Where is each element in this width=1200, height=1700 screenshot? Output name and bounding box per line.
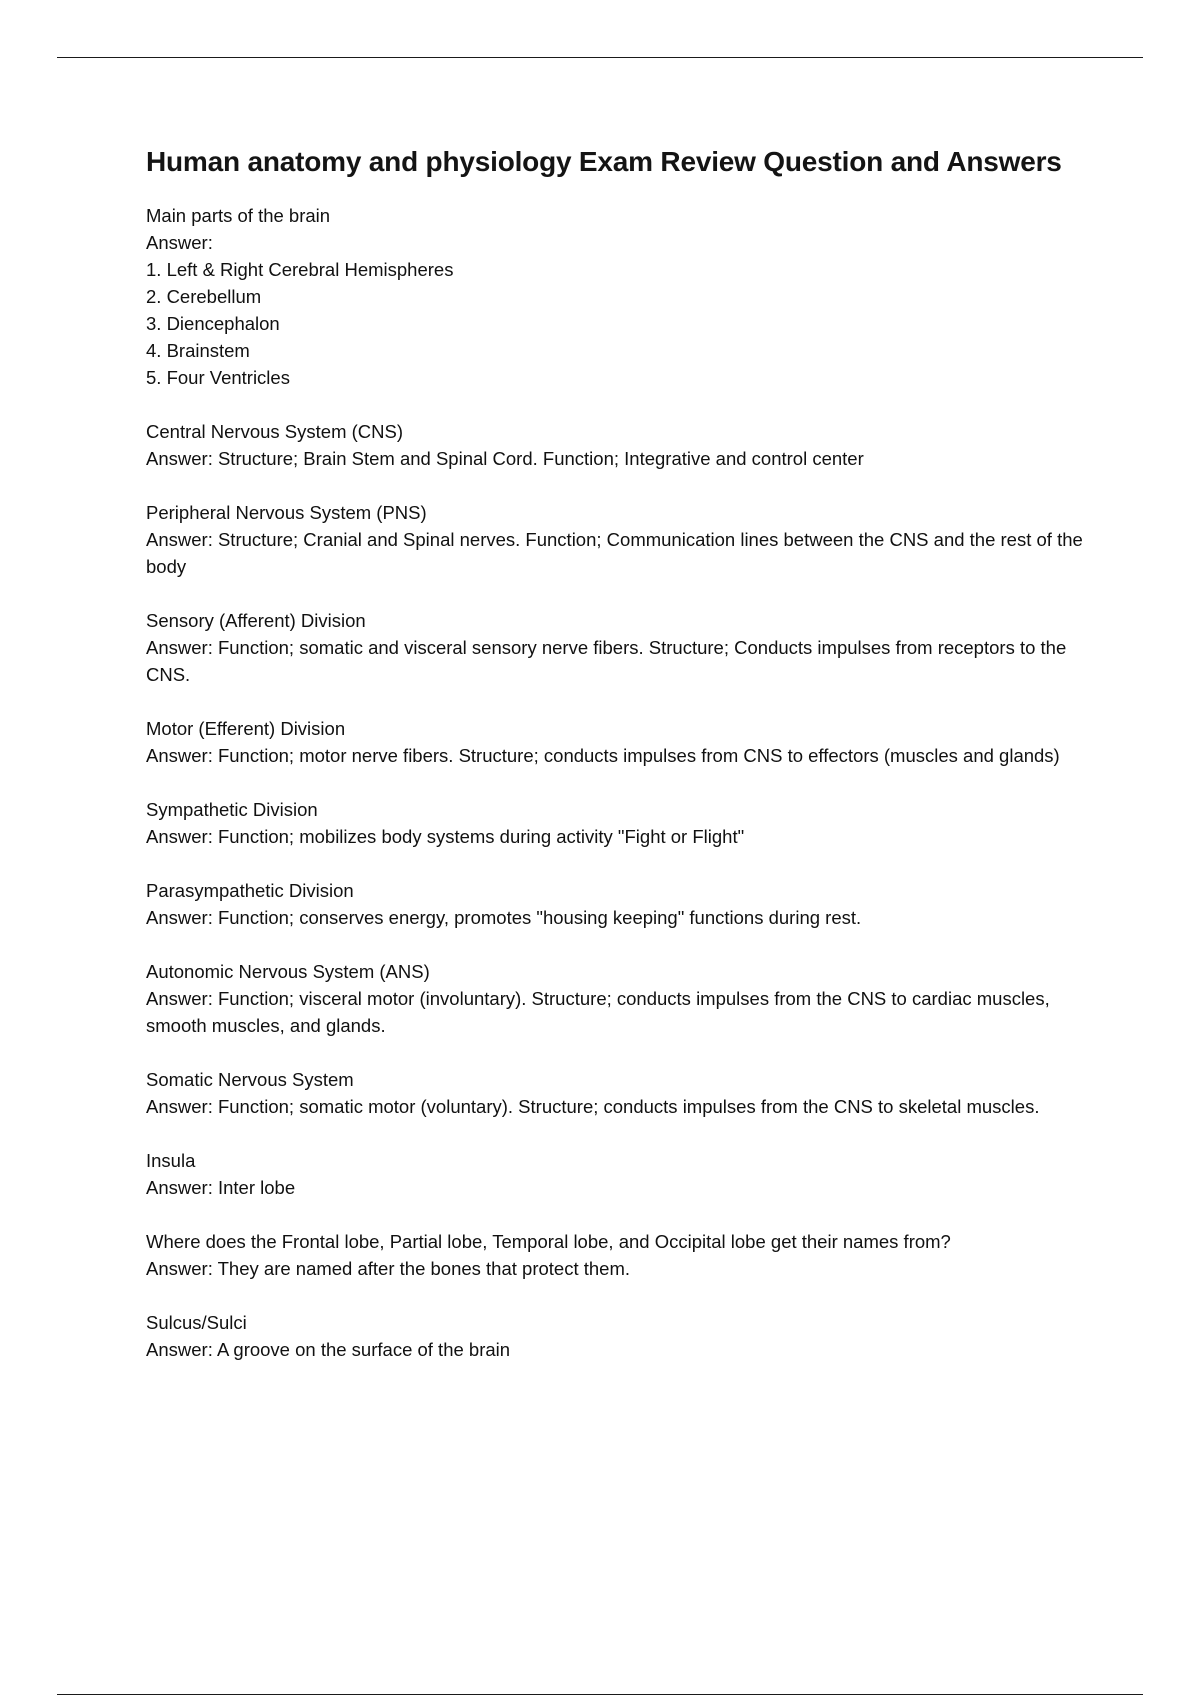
question-text: Autonomic Nervous System (ANS) bbox=[146, 961, 430, 982]
question-text: Parasympathetic Division bbox=[146, 880, 354, 901]
qa-item bbox=[146, 1309, 1086, 1363]
qa-item-main-parts bbox=[146, 202, 1086, 391]
question-text: Somatic Nervous System bbox=[146, 1069, 354, 1090]
qa-item bbox=[146, 958, 1086, 1039]
answer-text: Answer: Function; conserves energy, promotes "housing keeping" functions during rest. bbox=[146, 907, 862, 928]
answer-text: Answer: A groove on the surface of the brain bbox=[146, 1339, 511, 1360]
answer-text: Answer: Function; visceral motor (involuntary). Structure; conducts impulses from the CNS to cardiac muscles, smooth muscles, and glands. bbox=[146, 988, 1050, 1036]
qa-item bbox=[146, 1066, 1086, 1120]
question-text: Where does the Frontal lobe, Partial lobe, Temporal lobe, and Occipital lobe get their names from? bbox=[146, 1231, 951, 1252]
question-text: Main parts of the brain bbox=[146, 205, 331, 226]
question-text: Sensory (Afferent) Division bbox=[146, 610, 366, 631]
answer-list-item: 3. Diencephalon bbox=[146, 313, 280, 334]
question-text: Motor (Efferent) Division bbox=[146, 718, 346, 739]
answer-text: Answer: Function; somatic motor (voluntary). Structure; conducts impulses from the CNS to skeletal muscles. bbox=[146, 1096, 1040, 1117]
answer-text: Answer: Structure; Brain Stem and Spinal Cord. Function; Integrative and control center bbox=[146, 448, 864, 469]
document-body bbox=[146, 146, 1086, 1363]
question-text: Insula bbox=[146, 1150, 196, 1171]
answer-text: Answer: Function; motor nerve fibers. Structure; conducts impulses from CNS to effectors (muscles and glands) bbox=[146, 745, 1060, 766]
answer-text: Answer: Structure; Cranial and Spinal nerves. Function; Communication lines between the CNS and the rest of the body bbox=[146, 529, 1083, 577]
top-rule bbox=[57, 57, 1143, 58]
bottom-rule bbox=[57, 1694, 1143, 1695]
answer-list bbox=[146, 256, 1086, 391]
qa-item bbox=[146, 796, 1086, 850]
page-title: Human anatomy and physiology Exam Review Question and Answers bbox=[146, 146, 1062, 177]
answer-text: Answer: They are named after the bones that protect them. bbox=[146, 1258, 631, 1279]
answer-label: Answer: bbox=[146, 232, 213, 253]
answer-text: Answer: Function; somatic and visceral sensory nerve fibers. Structure; Conducts impulses from receptors to the CNS. bbox=[146, 637, 1067, 685]
qa-item bbox=[146, 418, 1086, 472]
answer-text: Answer: Inter lobe bbox=[146, 1177, 296, 1198]
qa-item bbox=[146, 715, 1086, 769]
answer-text: Answer: Function; mobilizes body systems during activity "Fight or Flight" bbox=[146, 826, 745, 847]
answer-list-item: 5. Four Ventricles bbox=[146, 367, 290, 388]
answer-list-item: 4. Brainstem bbox=[146, 340, 250, 361]
question-text: Central Nervous System (CNS) bbox=[146, 421, 404, 442]
qa-item bbox=[146, 1147, 1086, 1201]
qa-item bbox=[146, 607, 1086, 688]
answer-list-item: 2. Cerebellum bbox=[146, 286, 262, 307]
qa-item bbox=[146, 1228, 1086, 1282]
question-text: Sulcus/Sulci bbox=[146, 1312, 247, 1333]
qa-item bbox=[146, 877, 1086, 931]
qa-item bbox=[146, 499, 1086, 580]
question-text: Peripheral Nervous System (PNS) bbox=[146, 502, 427, 523]
answer-list-item: 1. Left & Right Cerebral Hemispheres bbox=[146, 259, 454, 280]
question-text: Sympathetic Division bbox=[146, 799, 318, 820]
